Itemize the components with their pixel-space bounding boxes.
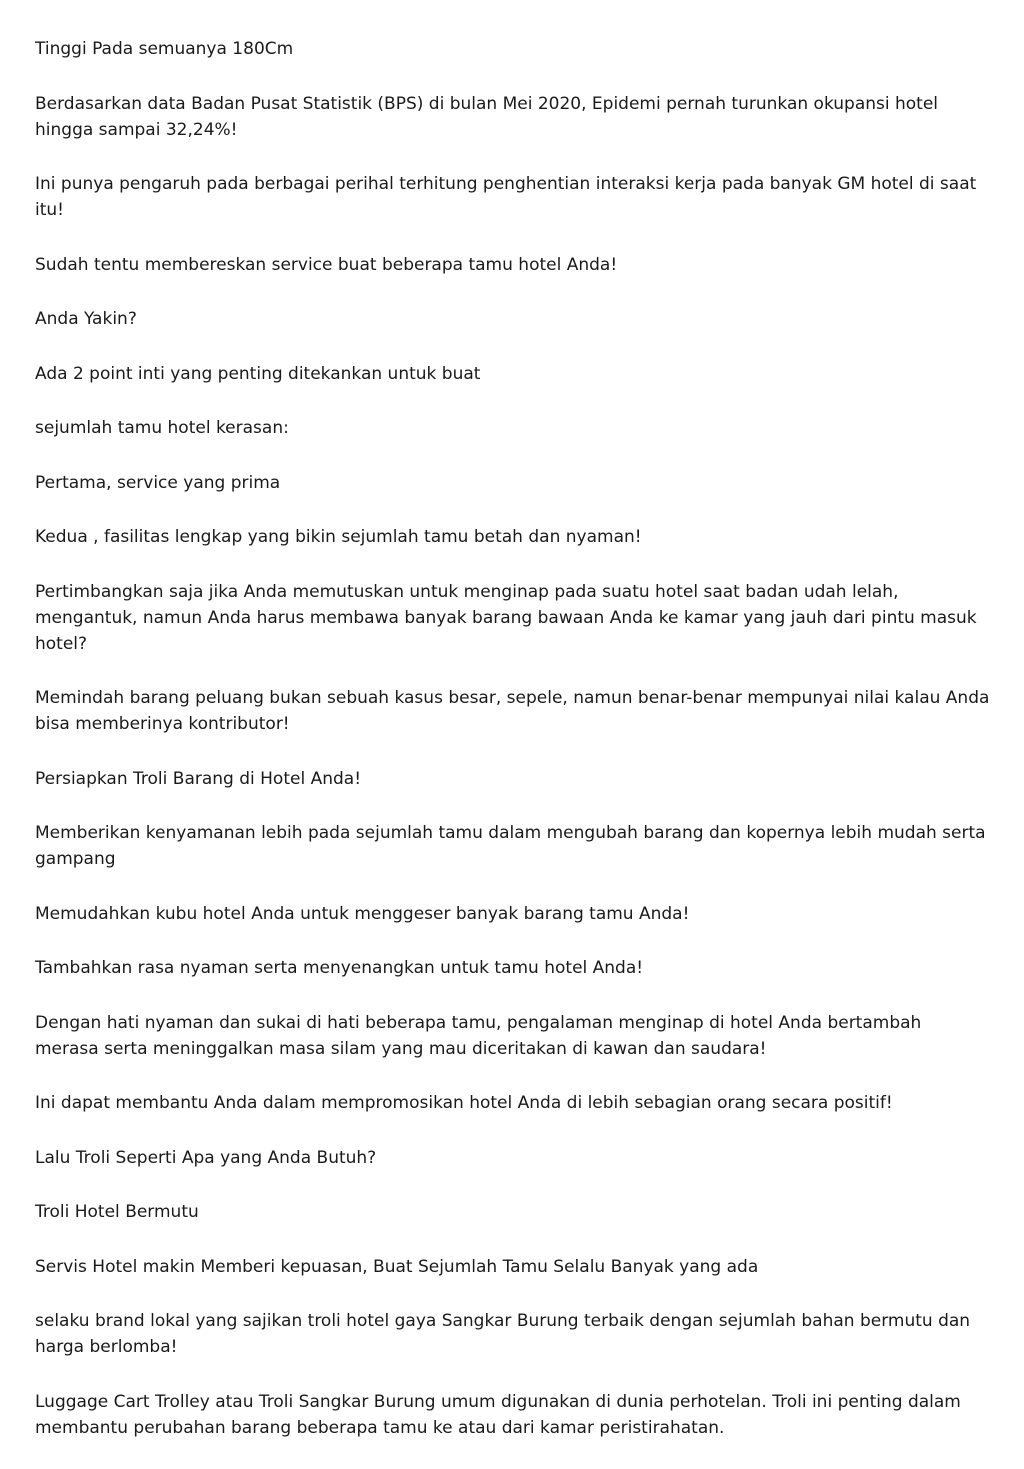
paragraph: Ada 2 point inti yang penting ditekankan untuk buat xyxy=(35,363,481,384)
paragraph: Kedua , fasilitas lengkap yang bikin sejumlah tamu betah dan nyaman! xyxy=(35,527,642,547)
paragraph: Berdasarkan data Badan Pusat Statistik (BPS) di bulan Mei 2020, Epidemi pernah turunkan okupansi hotel hingga sampai 32,24%! xyxy=(35,93,939,140)
paragraph: Lalu Troli Seperti Apa yang Anda Butuh? xyxy=(35,1147,377,1168)
paragraph: Ini dapat membantu Anda dalam mempromosikan hotel Anda di lebih sebagian orang secara positif! xyxy=(35,1093,893,1113)
paragraph: sejumlah tamu hotel kerasan: xyxy=(35,418,289,438)
paragraph: Dengan hati nyaman dan sukai di hati beberapa tamu, pengalaman menginap di hotel Anda bertambah merasa serta meninggalkan masa silam yang mau diceritakan di kawan dan saudara! xyxy=(35,1012,922,1059)
paragraph: Memindah barang peluang bukan sebuah kasus besar, sepele, namun benar-benar mempunyai nilai kalau Anda bisa memberinya kontributor! xyxy=(35,688,990,734)
paragraph: Persiapkan Troli Barang di Hotel Anda! xyxy=(35,768,362,789)
paragraph: Tambahkan rasa nyaman serta menyenangkan untuk tamu hotel Anda! xyxy=(35,958,644,978)
paragraph: Pertimbangkan saja jika Anda memutuskan untuk menginap pada suatu hotel saat badan udah lelah, mengantuk, namun Anda harus membawa banyak barang bawaan Anda ke kamar yang jauh dari pintu masuk hotel? xyxy=(35,581,977,654)
paragraph: Luggage Cart Trolley atau Troli Sangkar Burung umum digunakan di dunia perhotelan. Troli ini penting dalam membantu perubahan barang beberapa tamu ke atau dari kamar peristirahatan. xyxy=(35,1391,961,1438)
paragraph: Troli Hotel Bermutu xyxy=(35,1202,199,1222)
paragraph: Memberikan kenyamanan lebih pada sejumlah tamu dalam mengubah barang dan kopernya lebih mudah serta gampang xyxy=(35,823,986,869)
document-page xyxy=(35,36,990,1469)
paragraph: Memudahkan kubu hotel Anda untuk menggeser banyak barang tamu Anda! xyxy=(35,903,690,924)
paragraph: Pertama, service yang prima xyxy=(35,472,281,493)
paragraph: Sudah tentu membereskan service buat beberapa tamu hotel Anda! xyxy=(35,254,618,275)
paragraph: Tinggi Pada semuanya 180Cm xyxy=(35,39,294,59)
paragraph: Ini punya pengaruh pada berbagai perihal terhitung penghentian interaksi kerja pada banyak GM hotel di saat itu! xyxy=(35,174,977,220)
paragraph: Servis Hotel makin Memberi kepuasan, Buat Sejumlah Tamu Selalu Banyak yang ada xyxy=(35,1256,759,1277)
paragraph: selaku brand lokal yang sajikan troli hotel gaya Sangkar Burung terbaik dengan sejumlah bahan bermutu dan harga berlomba! xyxy=(35,1311,971,1357)
paragraph: Anda Yakin? xyxy=(35,309,137,329)
